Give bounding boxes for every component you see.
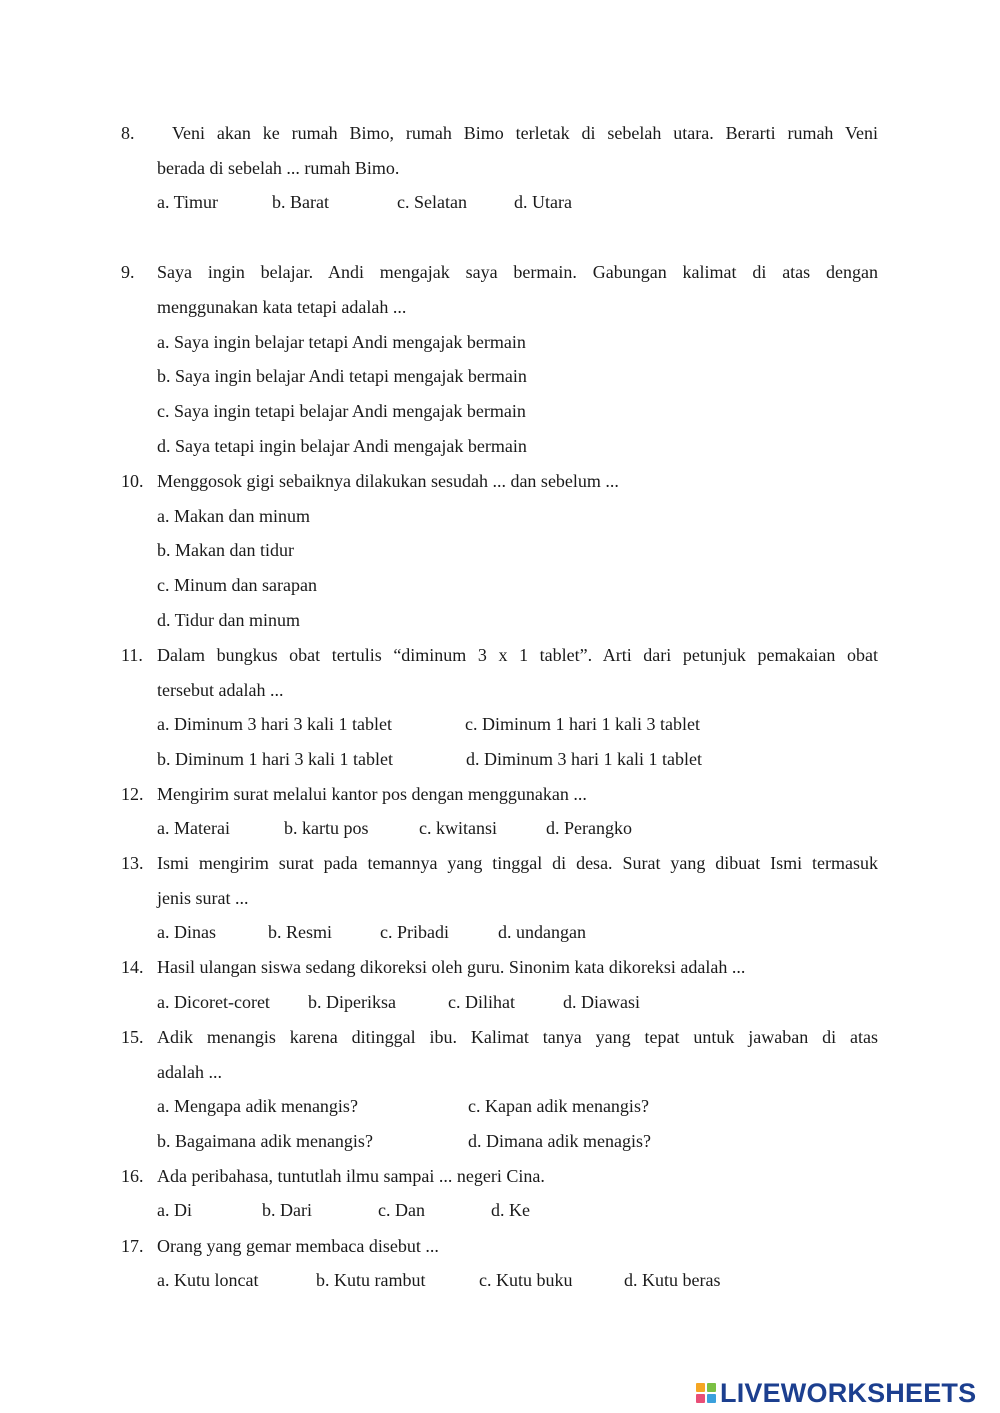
answer-option[interactable]: a. Makan dan minum <box>157 506 310 526</box>
question-text: jenis surat ... <box>157 888 249 908</box>
answer-option[interactable]: c. Dan <box>378 1200 425 1220</box>
question-number: 17. <box>121 1236 144 1256</box>
answer-option[interactable]: d. Utara <box>514 192 572 212</box>
answer-option[interactable]: c. Pribadi <box>380 922 449 942</box>
answer-option[interactable]: c. Minum dan sarapan <box>157 575 317 595</box>
answer-option[interactable]: a. Mengapa adik menangis? <box>157 1096 358 1116</box>
question-text: Orang yang gemar membaca disebut ... <box>157 1236 439 1256</box>
question-number: 11. <box>121 645 143 665</box>
answer-option[interactable]: a. Di <box>157 1200 192 1220</box>
answer-option[interactable]: a. Materai <box>157 818 230 838</box>
question-number: 10. <box>121 471 144 491</box>
answer-option[interactable]: b. Dari <box>262 1200 312 1220</box>
liveworksheets-logo[interactable] <box>696 1378 996 1408</box>
question-text: Ismi mengirim surat pada temannya yang tinggal di desa. Surat yang dibuat Ismi termasuk <box>157 853 878 873</box>
question-number: 16. <box>121 1166 144 1186</box>
answer-option[interactable]: b. Resmi <box>268 922 333 942</box>
question-text: Mengirim surat melalui kantor pos dengan menggunakan ... <box>157 784 587 804</box>
question-number: 14. <box>121 957 144 977</box>
question-number: 13. <box>121 853 144 873</box>
question-number: 9. <box>121 262 135 282</box>
answer-option[interactable]: b. kartu pos <box>284 818 369 838</box>
answer-option[interactable]: a. Diminum 3 hari 3 kali 1 tablet <box>157 714 392 734</box>
question-number: 15. <box>121 1027 144 1047</box>
question-text: Ada peribahasa, tuntutlah ilmu sampai ... negeri Cina. <box>157 1166 545 1186</box>
answer-option[interactable]: a. Dinas <box>157 922 216 942</box>
question-text: menggunakan kata tetapi adalah ... <box>157 297 407 317</box>
question-text: berada di sebelah ... rumah Bimo. <box>157 158 400 178</box>
answer-option[interactable]: d. Diminum 3 hari 1 kali 1 tablet <box>466 749 702 769</box>
logo-square <box>707 1394 716 1403</box>
question-text: Adik menangis karena ditinggal ibu. Kalimat tanya yang tepat untuk jawaban di atas <box>157 1027 878 1047</box>
answer-option[interactable]: d. Tidur dan minum <box>157 610 301 630</box>
question-text: adalah ... <box>157 1062 222 1082</box>
answer-option[interactable]: b. Diperiksa <box>308 992 396 1012</box>
logo-square <box>696 1394 705 1403</box>
answer-option[interactable]: d. Kutu beras <box>624 1270 721 1290</box>
answer-option[interactable]: c. Kutu buku <box>479 1270 573 1290</box>
answer-option[interactable]: d. Dimana adik menagis? <box>468 1131 651 1151</box>
answer-option[interactable]: c. Selatan <box>397 192 467 212</box>
question-number: 12. <box>121 784 144 804</box>
question-text: Menggosok gigi sebaiknya dilakukan sesudah ... dan sebelum ... <box>157 471 619 491</box>
answer-option[interactable]: a. Timur <box>157 192 219 212</box>
question-text: Veni akan ke rumah Bimo, rumah Bimo terletak di sebelah utara. Berarti rumah Veni <box>172 123 878 143</box>
answer-option[interactable]: b. Makan dan tidur <box>157 540 294 560</box>
liveworksheets-logo-icon <box>696 1383 716 1403</box>
answer-option[interactable]: b. Barat <box>272 192 329 212</box>
logo-text: LIVEWORKSHEETS <box>720 1378 977 1408</box>
answer-option[interactable]: a. Kutu loncat <box>157 1270 259 1290</box>
answer-option[interactable]: c. Saya ingin tetapi belajar Andi mengajak bermain <box>157 401 526 421</box>
answer-option[interactable]: c. Dilihat <box>448 992 515 1012</box>
question-text: Hasil ulangan siswa sedang dikoreksi oleh guru. Sinonim kata dikoreksi adalah ... <box>157 957 746 977</box>
answer-option[interactable]: a. Saya ingin belajar tetapi Andi mengajak bermain <box>157 332 526 352</box>
answer-option[interactable]: c. kwitansi <box>419 818 497 838</box>
answer-option[interactable]: b. Bagaimana adik menangis? <box>157 1131 373 1151</box>
answer-option[interactable]: d. Ke <box>491 1200 530 1220</box>
question-text: Dalam bungkus obat tertulis “diminum 3 x 1 tablet”. Arti dari petunjuk pemakaian obat <box>157 645 878 665</box>
answer-option[interactable]: b. Diminum 1 hari 3 kali 1 tablet <box>157 749 393 769</box>
answer-option[interactable]: c. Kapan adik menangis? <box>468 1096 649 1116</box>
answer-option[interactable]: d. Diawasi <box>563 992 640 1012</box>
question-number: 8. <box>121 123 135 143</box>
answer-option[interactable]: c. Diminum 1 hari 1 kali 3 tablet <box>465 714 700 734</box>
answer-option[interactable]: b. Kutu rambut <box>316 1270 426 1290</box>
answer-option[interactable]: d. undangan <box>498 922 586 942</box>
logo-square <box>696 1383 705 1392</box>
logo-square <box>707 1383 716 1392</box>
answer-option[interactable]: d. Saya tetapi ingin belajar Andi mengajak bermain <box>157 436 527 456</box>
question-text: Saya ingin belajar. Andi mengajak saya bermain. Gabungan kalimat di atas dengan <box>157 262 878 282</box>
answer-option[interactable]: d. Perangko <box>546 818 632 838</box>
answer-option[interactable]: a. Dicoret-coret <box>157 992 270 1012</box>
question-text: tersebut adalah ... <box>157 680 284 700</box>
answer-option[interactable]: b. Saya ingin belajar Andi tetapi mengajak bermain <box>157 366 527 386</box>
